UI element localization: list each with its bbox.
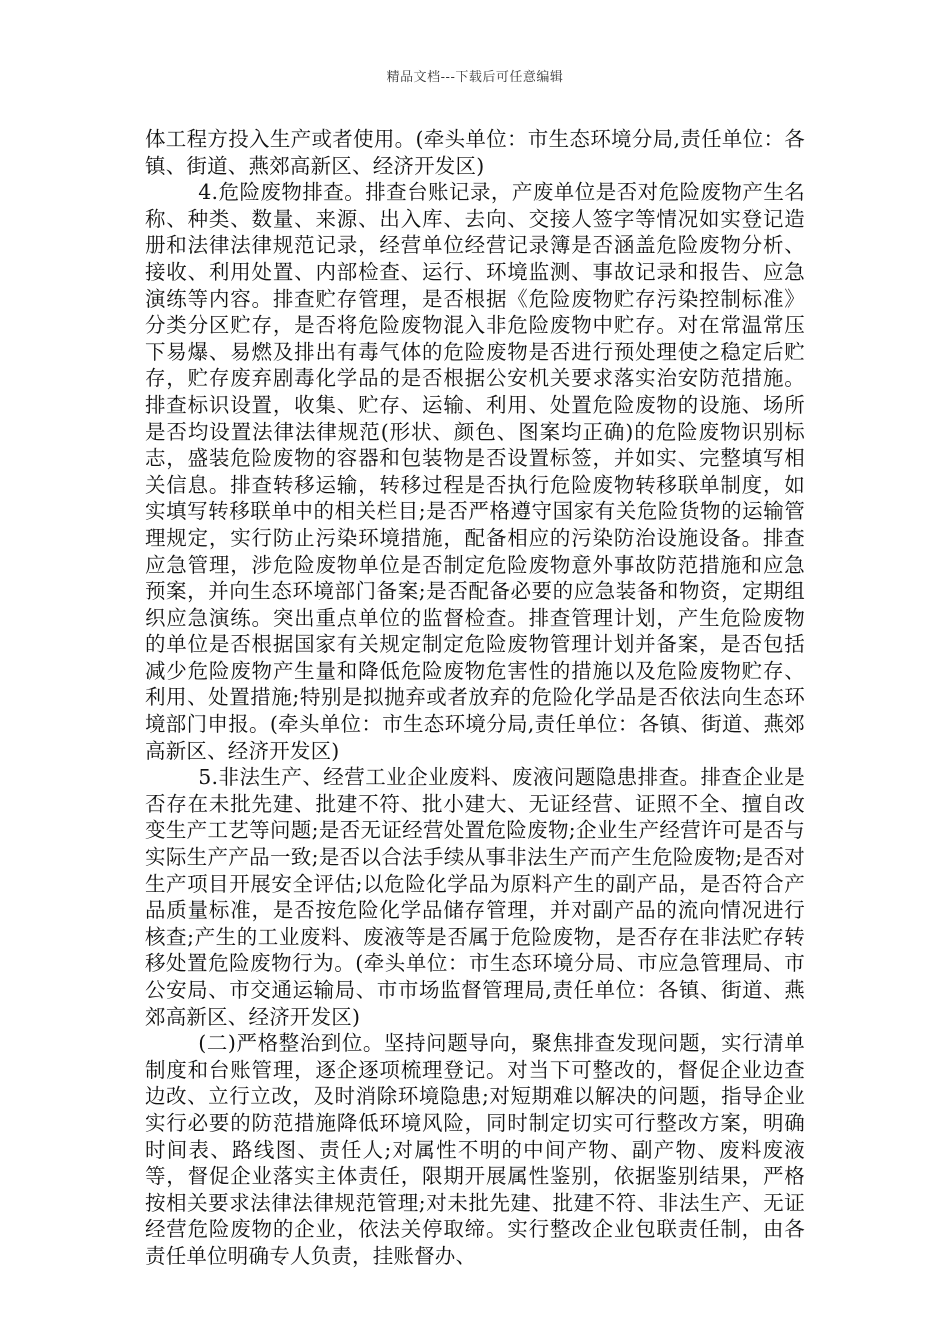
paragraph-strict-rectification: (二)严格整治到位。坚持问题导向，聚焦排查发现问题，实行清单制度和台账管理，逐企逐项梳理登记。对当下可整改的，督促企业边查边改、立行立改，及时消除环境隐患;对短期难以解决的问题，指导企业实行必要的防范措施降低环境风险，同时制定切实可行整改方案，明确时间表、路线图、责任人;对属性不明的中间产物、副产物、废料废液等，督促企业落实主体责任，限期开展属性鉴别，依据鉴别结果，严格按相关要求法律法律规范管理;对未批先建、批建不符、非法生产、无证经营危险废物的企业，依法关停取缔。实行整改企业包联责任制，由各责任单位明确专人负责，挂账督办、 <box>145 1031 805 1268</box>
document-body <box>145 126 805 1270</box>
paragraph-continuation: 体工程方投入生产或者使用。(牵头单位：市生态环境分局,责任单位：各镇、街道、燕郊高新区、经济开发区) <box>145 127 805 178</box>
page-header: 精品文档---下载后可任意编辑 <box>386 70 564 85</box>
paragraph-hazardous-waste-inspection: 4.危险废物排查。排查台账记录，产废单位是否对危险废物产生名称、种类、数量、来源、出入库、去向、交接人签字等情况如实登记造册和法律法律规范记录，经营单位经营记录簿是否涵盖危险废物分析、接收、利用处置、内部检查、运行、环境监测、事故记录和报告、应急演练等内容。排查贮存管理，是否根据《危险废物贮存污染控制标准》分类分区贮存，是否将危险废物混入非危险废物中贮存。对在常温常压下易爆、易燃及排出有毒气体的危险废物是否进行预处理使之稳定后贮存，贮存废弃剧毒化学品的是否根据公安机关要求落实治安防范措施。排查标识设置，收集、贮存、运输、利用、处置危险废物的设施、场所是否均设置法律法律规范(形状、颜色、图案均正确)的危险废物识别标志，盛装危险废物的容器和包装物是否设置标签，并如实、完整填写相关信息。排查转移运输，转移过程是否执行危险废物转移联单制度，如实填写转移联单中的相关栏目;是否严格遵守国家有关危险货物的运输管理规定，实行防止污染环境措施，配备相应的污染防治设施设备。排查应急管理，涉危险废物单位是否制定危险废物意外事故防范措施和应急预案，并向生态环境部门备案;是否配备必要的应急装备和物资，定期组织应急演练。突出重点单位的监督检查。排查管理计划，产生危险废物的单位是否根据国家有关规定制定危险废物管理计划并备案，是否包括减少危险废物产生量和降低危险废物危害性的措施以及危险废物贮存、利用、处置措施;特别是拟抛弃或者放弃的危险化学品是否依法向生态环境部门申报。(牵头单位：市生态环境分局,责任单位：各镇、街道、燕郊高新区、经济开发区) <box>145 180 805 763</box>
paragraph-illegal-production-inspection: 5.非法生产、经营工业企业废料、废液问题隐患排查。排查企业是否存在未批先建、批建不符、批小建大、无证经营、证照不全、擅自改变生产工艺等问题;是否无证经营处置危险废物;企业生产经营许可是否与实际生产产品一致;是否以合法手续从事非法生产而产生危险废物;是否对生产项目开展安全评估;以危险化学品为原料产生的副产品，是否符合产品质量标准，是否按危险化学品储存管理，并对副产品的流向情况进行核查;产生的工业废料、废液等是否属于危险废物，是否存在非法贮存转移处置危险废物行为。(牵头单位：市生态环境分局、市应急管理局、市公安局、市交通运输局、市市场监督管理局,责任单位：各镇、街道、燕郊高新区、经济开发区) <box>145 765 805 1029</box>
